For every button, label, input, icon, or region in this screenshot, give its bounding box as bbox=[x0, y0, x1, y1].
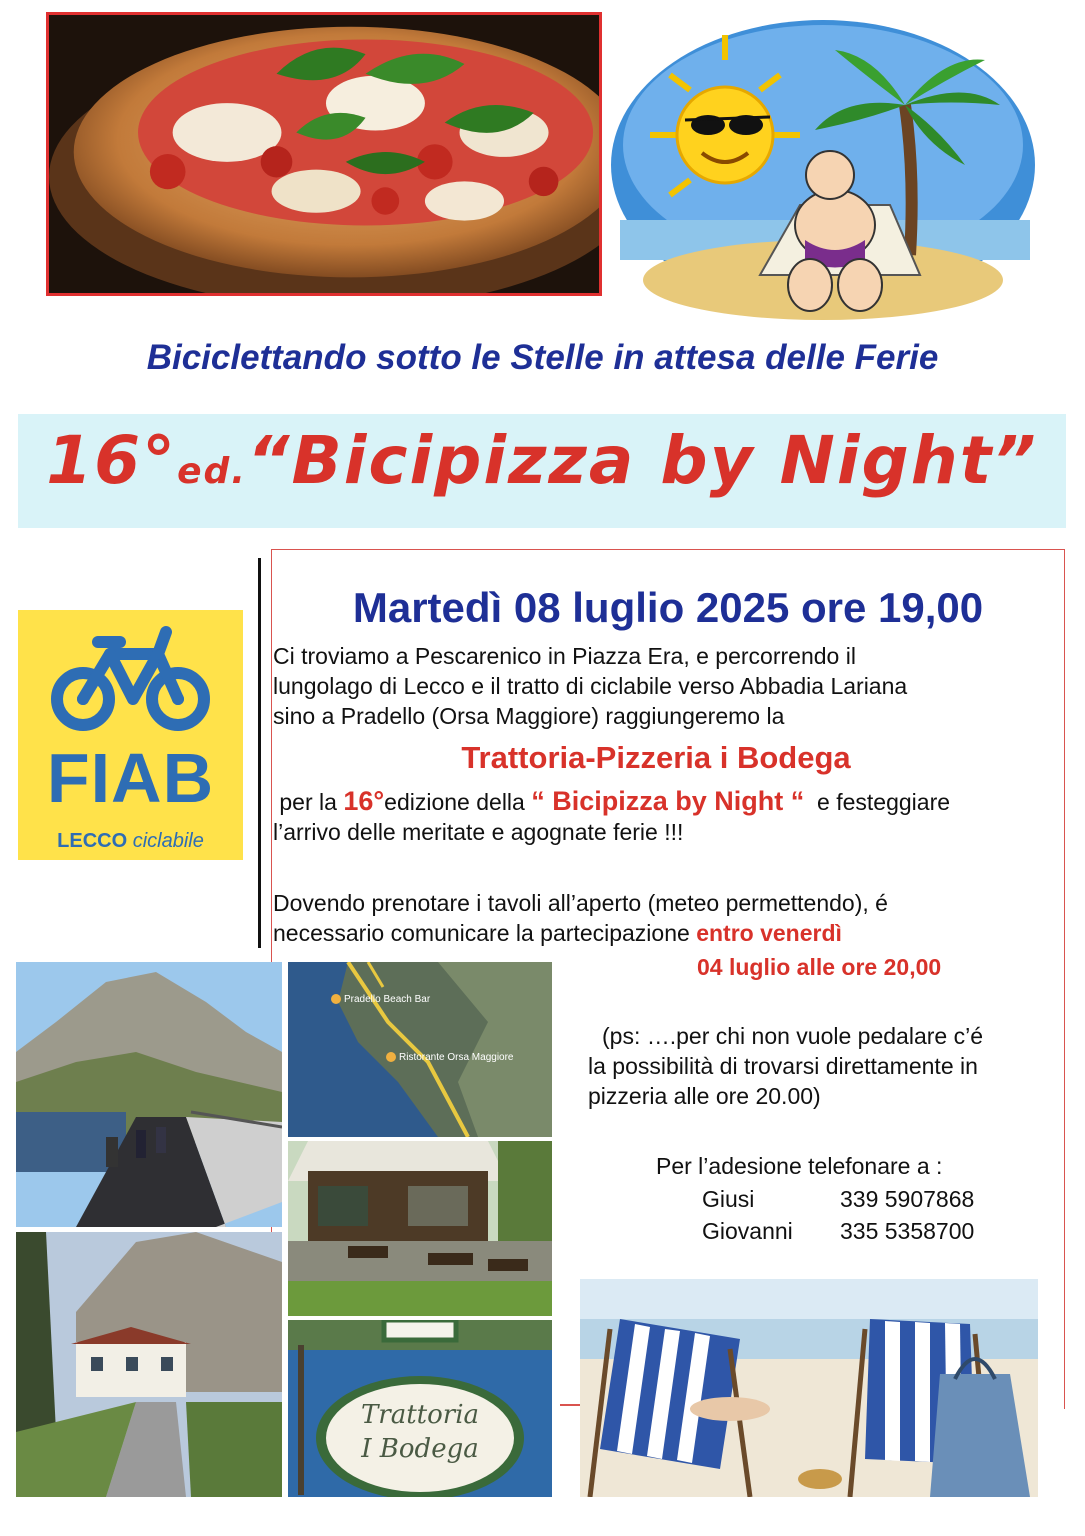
booking-notice bbox=[273, 888, 1063, 948]
restaurant-terrace-photo bbox=[288, 1141, 552, 1316]
sign-line-1: Trattoria bbox=[360, 1400, 480, 1430]
ps-line-1: (ps: ….per chi non vuole pedalare c’é bbox=[602, 1023, 983, 1049]
p2-post: e festeggiare bbox=[804, 789, 951, 815]
map-label-beach-bar: Pradello Beach Bar bbox=[344, 994, 431, 1005]
trattoria-sign-photo bbox=[288, 1320, 552, 1497]
event-title bbox=[18, 422, 1066, 499]
vertical-divider bbox=[258, 558, 261, 948]
ps-line-3: pizzeria alle ore 20.00) bbox=[588, 1083, 821, 1109]
edition-description bbox=[273, 786, 1063, 847]
intro-line-3: sino a Pradello (Orsa Maggiore) raggiungeremo la bbox=[273, 703, 785, 729]
deadline-day: entro venerdì bbox=[696, 920, 842, 946]
p3-line-1: Dovendo prenotare i tavoli all’aperto (meteo permettendo), é bbox=[273, 890, 888, 916]
edition-number: 16° bbox=[46, 422, 178, 499]
meeting-description bbox=[273, 641, 1063, 731]
contact-name: Giusi bbox=[702, 1186, 755, 1212]
postscript-note bbox=[588, 1021, 1063, 1111]
ps-line-2: la possibilità di trovarsi direttamente in bbox=[588, 1053, 978, 1079]
contact-phone[interactable]: 335 5358700 bbox=[840, 1218, 975, 1244]
sign-line-2: I Bodega bbox=[361, 1434, 479, 1464]
p2-pre: per la bbox=[273, 789, 344, 815]
bicycle-icon bbox=[48, 624, 213, 734]
intro-line-1: Ci troviamo a Pescarenico in Piazza Era, e percorrendo il bbox=[273, 643, 856, 669]
trattoria-building-photo bbox=[16, 1232, 282, 1497]
map-label-restaurant: Ristorante Orsa Maggiore bbox=[399, 1052, 514, 1063]
fiab-city: LECCO bbox=[57, 830, 128, 852]
phone-intro: Per l’adesione telefonare a : bbox=[656, 1153, 943, 1179]
deadline-date: 04 luglio alle ore 20,00 bbox=[697, 954, 942, 980]
fiab-tagline bbox=[18, 830, 243, 853]
intro-line-2: lungolago di Lecco e il tratto di ciclabile verso Abbadia Lariana bbox=[273, 673, 908, 699]
title-banner bbox=[18, 414, 1066, 528]
venue-name: Trattoria-Pizzeria i Bodega bbox=[461, 740, 851, 775]
lakeside-cycling-photo bbox=[16, 962, 282, 1227]
event-date: Martedì 08 luglio 2025 ore 19,00 bbox=[352, 584, 984, 631]
p2-mid: edizione della bbox=[384, 789, 532, 815]
event-subtitle: Biciclettando sotto le Stelle in attesa delle Ferie bbox=[146, 338, 939, 377]
p2-edition: 16° bbox=[343, 786, 385, 816]
p3-line-2: necessario comunicare la partecipazione bbox=[273, 920, 697, 946]
p2-line-2: l’arrivo delle meritate e agognate ferie !!! bbox=[273, 819, 684, 845]
info-box-border-tick bbox=[560, 1404, 580, 1406]
beach-cartoon-illustration bbox=[610, 15, 1036, 325]
route-map bbox=[288, 962, 552, 1137]
pizza-photo bbox=[46, 12, 602, 296]
fiab-logo bbox=[18, 610, 243, 860]
edition-abbrev: ed. bbox=[177, 451, 247, 492]
p2-event-name: “ Bicipizza by Night “ bbox=[531, 786, 805, 816]
fiab-wordmark: FIAB bbox=[46, 739, 215, 817]
fiab-tagline-word: ciclabile bbox=[132, 830, 204, 852]
beach-deckchairs-photo bbox=[580, 1279, 1038, 1497]
contact-name: Giovanni bbox=[702, 1218, 793, 1244]
contact-phone[interactable]: 339 5907868 bbox=[840, 1186, 975, 1212]
event-name: “Bicipizza by Night” bbox=[246, 422, 1038, 499]
